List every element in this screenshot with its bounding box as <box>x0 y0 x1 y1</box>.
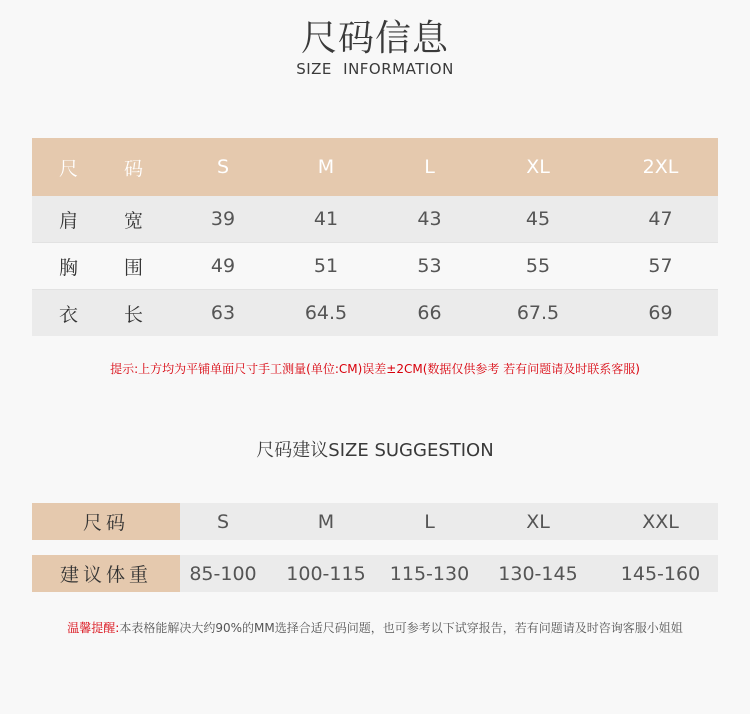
table-cell: 39 <box>180 196 266 243</box>
table-cell: 67.5 <box>473 290 603 337</box>
header-cell-m: M <box>266 138 386 196</box>
table-cell: 41 <box>266 196 386 243</box>
table-cell: 51 <box>266 243 386 290</box>
table-cell: 49 <box>180 243 266 290</box>
table-cell: 45 <box>473 196 603 243</box>
table-cell: 43 <box>386 196 473 243</box>
weight-row-label: 建议体重 <box>32 555 180 592</box>
suggestion-size-cell: XXL <box>642 510 679 533</box>
table-cell: 53 <box>386 243 473 290</box>
table-cell: 66 <box>386 290 473 337</box>
page-title: 尺码信息 <box>300 18 449 59</box>
header-cell-xl: XL <box>473 138 603 196</box>
table-row-length <box>32 290 718 337</box>
table-cell: 69 <box>603 290 718 337</box>
page-subtitle: SIZE INFORMATION <box>296 60 454 78</box>
suggestion-weight-row <box>32 555 718 592</box>
suggestion-size-cell: L <box>424 510 435 533</box>
suggestion-weight-cell: 100-115 <box>286 562 366 585</box>
table-cell: 63 <box>180 290 266 337</box>
table-cell: 55 <box>473 243 603 290</box>
suggestion-weight-cell: 115-130 <box>389 562 470 585</box>
row-label: 衣 长 <box>32 290 180 337</box>
measurement-note: 提示:上方均为平铺单面尺寸手工测量(单位:CM)误差±2CM(数据仅供参考 若有问题请及时联系客服) <box>110 362 640 376</box>
suggestion-size-cell: M <box>317 510 335 533</box>
suggestion-weight-cell: 145-160 <box>620 562 701 585</box>
table-row-chest <box>32 243 718 290</box>
table-cell: 64.5 <box>266 290 386 337</box>
table-cell: 47 <box>603 196 718 243</box>
suggestion-size-cell: XL <box>526 510 550 533</box>
size-table <box>32 138 718 336</box>
suggestion-weight-cell: 130-145 <box>498 562 578 585</box>
table-cell: 57 <box>603 243 718 290</box>
row-label: 胸 围 <box>32 243 180 290</box>
suggestion-title: 尺码建议SIZE SUGGESTION <box>256 440 494 461</box>
suggestion-size-cell: S <box>216 510 230 533</box>
header-cell-l: L <box>386 138 473 196</box>
header-cell-size: 尺 码 <box>32 138 180 196</box>
size-table-header <box>32 138 718 196</box>
reminder-text: 本表格能解决大约90%的MM选择合适尺码问题，也可参考以下试穿报告，若有问题请及时咨询客服小姐姐 <box>119 621 683 635</box>
row-label: 肩 宽 <box>32 196 180 243</box>
reminder-note <box>0 619 750 636</box>
suggestion-weight-cell: 85-100 <box>189 562 257 585</box>
header-cell-s: S <box>180 138 266 196</box>
table-row-shoulder <box>32 196 718 243</box>
size-row-label: 尺码 <box>32 503 180 540</box>
header-cell-2xl: 2XL <box>603 138 718 196</box>
suggestion-size-row <box>32 503 718 540</box>
reminder-prefix: 温馨提醒: <box>67 621 120 635</box>
